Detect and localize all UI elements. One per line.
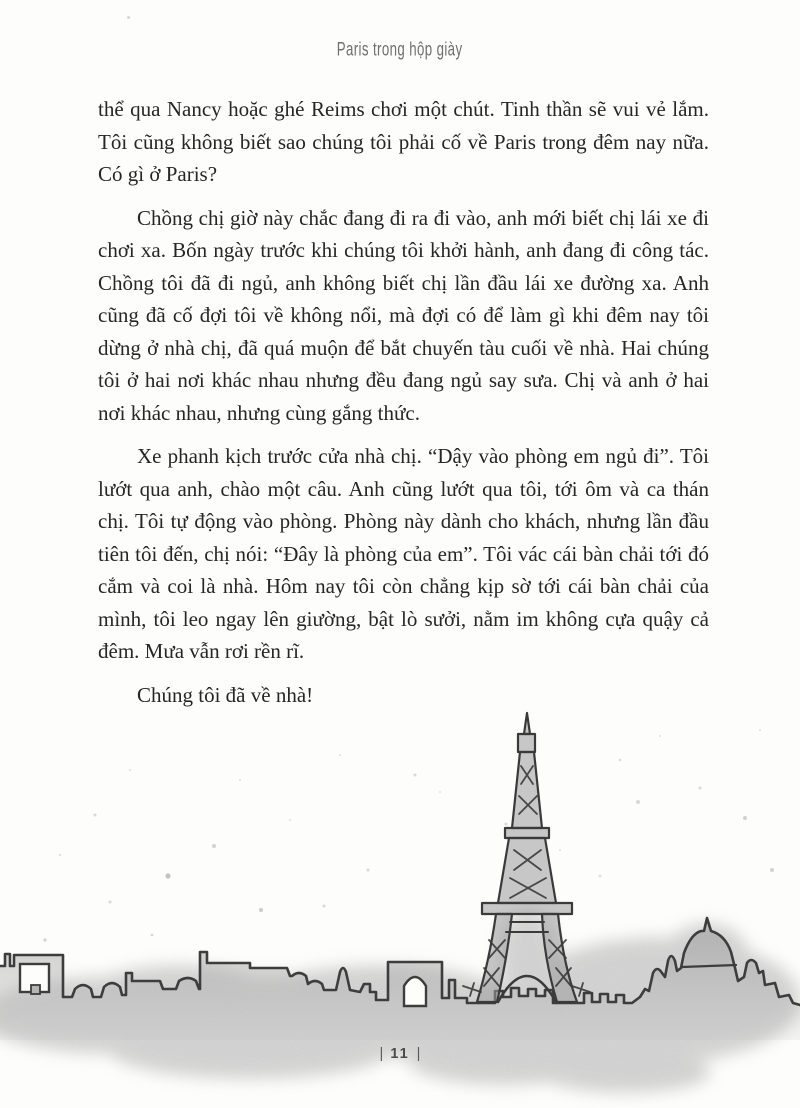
paragraph: Chồng chị giờ này chắc đang đi ra đi vào, anh mới biết chị lái xe đi chơi xa. Bốn ngày trước khi chúng tôi khởi hành, anh đang đi công tác. Chồng tôi đã đi ngủ, anh không biết chị lần đầu lái xe đường xa. Anh cũng đã cố đợi tôi về không nổi, mà đợi có để làm gì khi đêm nay tôi dừng ở nhà chị, đã quá muộn để bắt chuyến tàu cuối về nhà. Hai chúng tôi ở hai nơi khác nhau nhưng đều đang ngủ say sưa. Chị và anh ở hai nơi khác nhau, nhưng cùng gắng thức. [98,205,709,425]
paragraph: Chúng tôi đã về nhà! [137,682,314,707]
arc-de-triomphe-icon [404,977,426,1006]
grande-arche-icon [20,964,49,994]
running-header [0,40,800,60]
folio-bar-right: | [416,1046,421,1062]
body-text [98,93,709,722]
folio-number: 11 [390,1046,410,1062]
folio-bar-left: | [379,1046,384,1062]
page-number [0,1046,800,1062]
running-header-title: Paris trong hộp giày [337,38,463,61]
scan-speck [127,16,130,19]
paragraph: thể qua Nancy hoặc ghé Reims chơi một chút. Tinh thần sẽ vui vẻ lắm. Tôi cũng không biết sao chúng tôi phải cố về Paris trong đêm nay nữa. Có gì ở Paris? [98,97,709,186]
paragraph: Xe phanh kịch trước cửa nhà chị. “Dậy vào phòng em ngủ đi”. Tôi lướt qua anh, chào một câu. Anh cũng lướt qua tôi, tới ôm và ca thán chị. Tôi tự động vào phòng. Phòng này dành cho khách, nhưng lần đầu tiên tôi đến, chị nói: “Đây là phòng của em”. Tôi vác cái bàn chải tới đó cắm và coi là nhà. Hôm nay tôi còn chẳng kịp sờ tới cái bàn chải của mình, tôi leo ngay lên giường, bật lò sưởi, nằm im không cựa quậy cả đêm. Mưa vẫn rơi rền rĩ. [98,444,709,663]
